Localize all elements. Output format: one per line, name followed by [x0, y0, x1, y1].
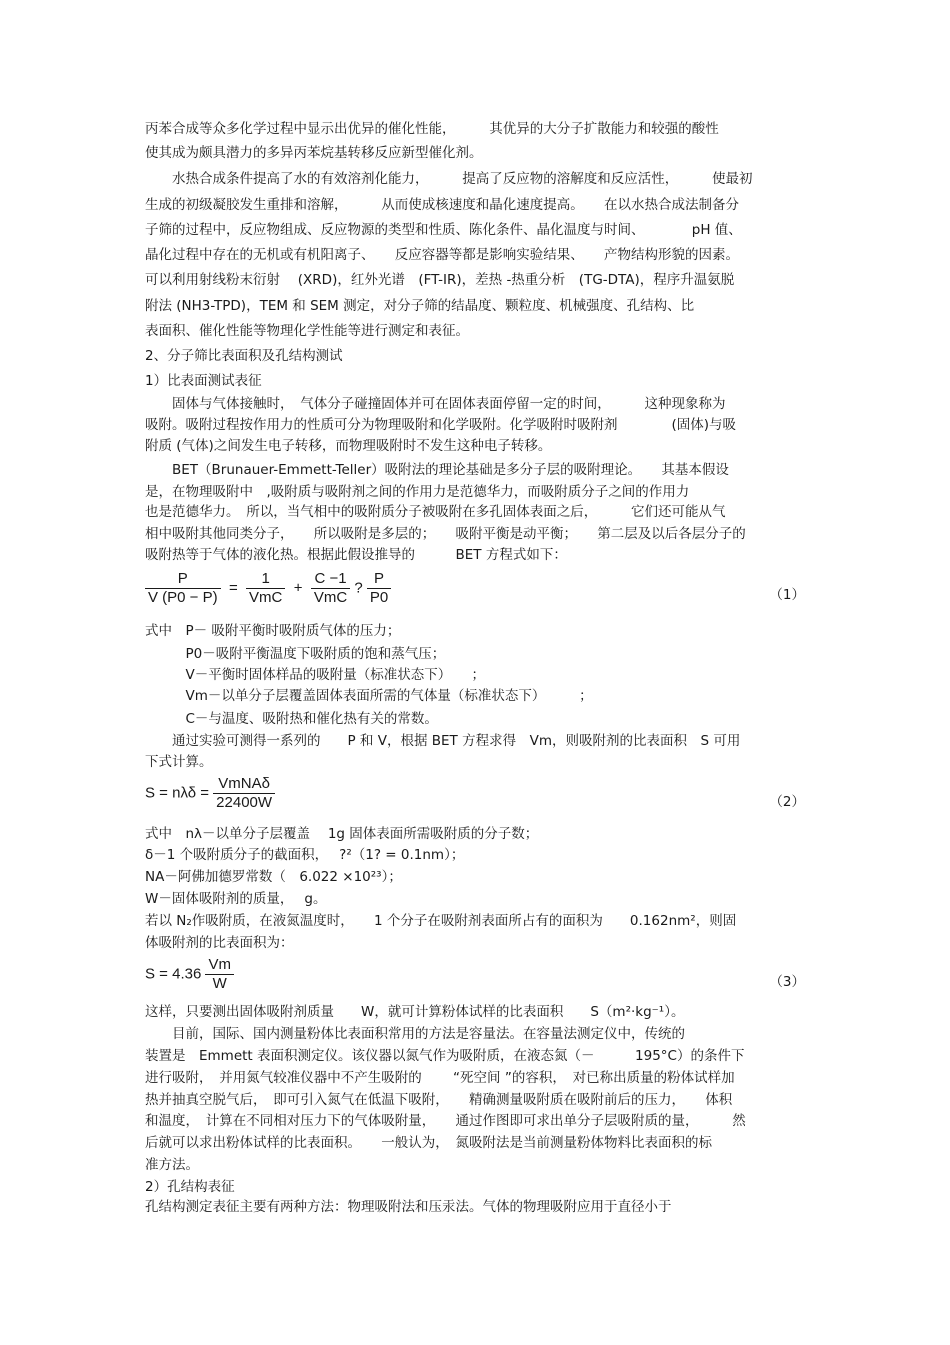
text-line: 附法 (NH3-TPD)，TEM 和 SEM 测定，对分子筛的结晶度、颗粒度、机械强度、孔结构、比: [145, 298, 695, 314]
subsection-heading: 2）孔结构表征: [145, 1179, 235, 1195]
text-line: 附质 (气体)之间发生电子转移，而物理吸附时不发生这种电子转移。: [145, 438, 552, 454]
text-line: 子筛的过程中，反应物组成、反应物源的类型和性质、陈化条件、晶化温度与时间、 pH 值、: [145, 222, 742, 238]
text-line: V－平衡时固体样品的吸附量（标准状态下） ；: [145, 667, 485, 683]
text-line: 丙苯合成等众多化学过程中显示出优异的催化性能， 其优异的大分子扩散能力和较强的酸性: [145, 121, 719, 137]
subsection-heading: 1）比表面测试表征: [145, 373, 262, 389]
text-line: 也是范德华力。 所以，当气相中的吸附质分子被吸附在多孔固体表面之后， 它们还可能从气: [145, 504, 726, 520]
text-line: 可以利用射线粉末衍射 (XRD)，红外光谱 (FT-IR)，差热 -热重分析 (TG-DTA)，程序升温氨脱: [145, 272, 735, 288]
text-line: BET（Brunauer-Emmett-Teller）吸附法的理论基础是多分子层的吸附理论。 其基本假设: [145, 462, 729, 478]
text-line: 水热合成条件提高了水的有效溶剂化能力， 提高了反应物的溶解度和反应活性， 使最初: [145, 171, 753, 187]
nitrogen-area-equation: S = 4.36 $\frac{Vm}{W}$: [145, 956, 234, 993]
text-line: 吸附。吸附过程按作用力的性质可分为物理吸附和化学吸附。化学吸附时吸附剂 (固体)与吸: [145, 417, 737, 433]
text-line: 生成的初级凝胶发生重排和溶解， 从而使成核速度和晶化速度提高。 在以水热合成法制备分: [145, 197, 739, 213]
text-line: 进行吸附， 并用氮气较准仪器中不产生吸附的 “死空间 ”的容积， 对已称出质量的粉体试样加: [145, 1070, 735, 1086]
specific-area-equation: S = nλδ = $\frac{\text{VmNAδ}}{22400W}$: [145, 775, 275, 812]
text-line: 式中 nλ－以单分子层覆盖 1g 固体表面所需吸附质的分子数；: [145, 826, 539, 842]
text-line: 若以 N₂作吸附质，在液氮温度时， 1 个分子在吸附剂表面所占有的面积为 0.162nm²，则固: [145, 913, 737, 929]
text-line: 使其成为颇具潜力的多异丙苯烷基转移反应新型催化剂。: [145, 145, 483, 161]
bet-equation: $\frac{P}{V (P0 - P)}$ = $\frac{1}{\text{VmC}}$ + $\frac{C -1}{\text{VmC}}$ ? $\frac{P}{P0}$: [145, 570, 391, 607]
text-line: W－固体吸附剂的质量， g。: [145, 891, 327, 907]
text-line: 下式计算。: [145, 754, 213, 770]
text-line: 准方法。: [145, 1157, 199, 1173]
text-line: 固体与气体接触时， 气体分子碰撞固体并可在固体表面停留一定的时间， 这种现象称为: [145, 396, 726, 412]
text-line: 晶化过程中存在的无机或有机阳离子、 反应容器等都是影响实验结果、 产物结构形貌的因素。: [145, 247, 739, 263]
text-line: 孔结构测定表征主要有两种方法：物理吸附法和压汞法。气体的物理吸附应用于直径小于: [145, 1199, 672, 1215]
section-heading: 2、分子筛比表面积及孔结构测试: [145, 348, 343, 364]
text-line: P0－吸附平衡温度下吸附质的饱和蒸气压；: [145, 646, 446, 662]
text-line: 后就可以求出粉体试样的比表面积。 一般认为， 氮吸附法是当前测量粉体物料比表面积的标: [145, 1135, 712, 1151]
text-line: 体吸附剂的比表面积为：: [145, 935, 294, 951]
equation-number: （2）: [769, 794, 805, 810]
text-line: 装置是 Emmett 表面积测定仪。该仪器以氮气作为吸附质，在液态氮（－ 195°C）的条件下: [145, 1048, 745, 1064]
equation-number: （3）: [769, 974, 805, 990]
text-line: δ－1 个吸附质分子的截面积， ?²（1? = 0.1nm）；: [145, 847, 465, 863]
text-line: NA－阿佛加德罗常数（ 6.022 ×10²³）；: [145, 869, 402, 885]
text-line: 热并抽真空脱气后， 即可引入氮气在低温下吸附， 精确测量吸附质在吸附前后的压力， 体积: [145, 1092, 733, 1108]
text-line: 相中吸附其他同类分子， 所以吸附是多层的； 吸附平衡是动平衡； 第二层及以后各层分子的: [145, 526, 746, 542]
text-line: Vm－以单分子层覆盖固体表面所需的气体量（标准状态下） ；: [145, 688, 593, 704]
text-line: 通过实验可测得一系列的 P 和 V，根据 BET 方程求得 Vm，则吸附剂的比表面积 S 可用: [145, 733, 741, 749]
text-line: 这样，只要测出固体吸附剂质量 W，就可计算粉体试样的比表面积 S（m²·kg⁻¹）。: [145, 1004, 685, 1020]
text-line: 吸附热等于气体的液化热。根据此假设推导的 BET 方程式如下：: [145, 547, 567, 563]
text-line: 是，在物理吸附中 ,吸附质与吸附剂之间的作用力是范德华力，而吸附质分子之间的作用力: [145, 484, 690, 500]
text-line: C－与温度、吸附热和催化热有关的常数。: [145, 711, 438, 727]
text-line: 表面积、催化性能等物理化学性能等进行测定和表征。: [145, 323, 469, 339]
text-line: 式中 P－ 吸附平衡时吸附质气体的压力；: [145, 623, 401, 639]
equation-number: （1）: [769, 587, 805, 603]
text-line: 和温度， 计算在不同相对压力下的气体吸附量， 通过作图即可求出单分子层吸附质的量， 然: [145, 1113, 746, 1129]
text-line: 目前，国际、国内测量粉体比表面积常用的方法是容量法。在容量法测定仪中，传统的: [145, 1026, 685, 1042]
